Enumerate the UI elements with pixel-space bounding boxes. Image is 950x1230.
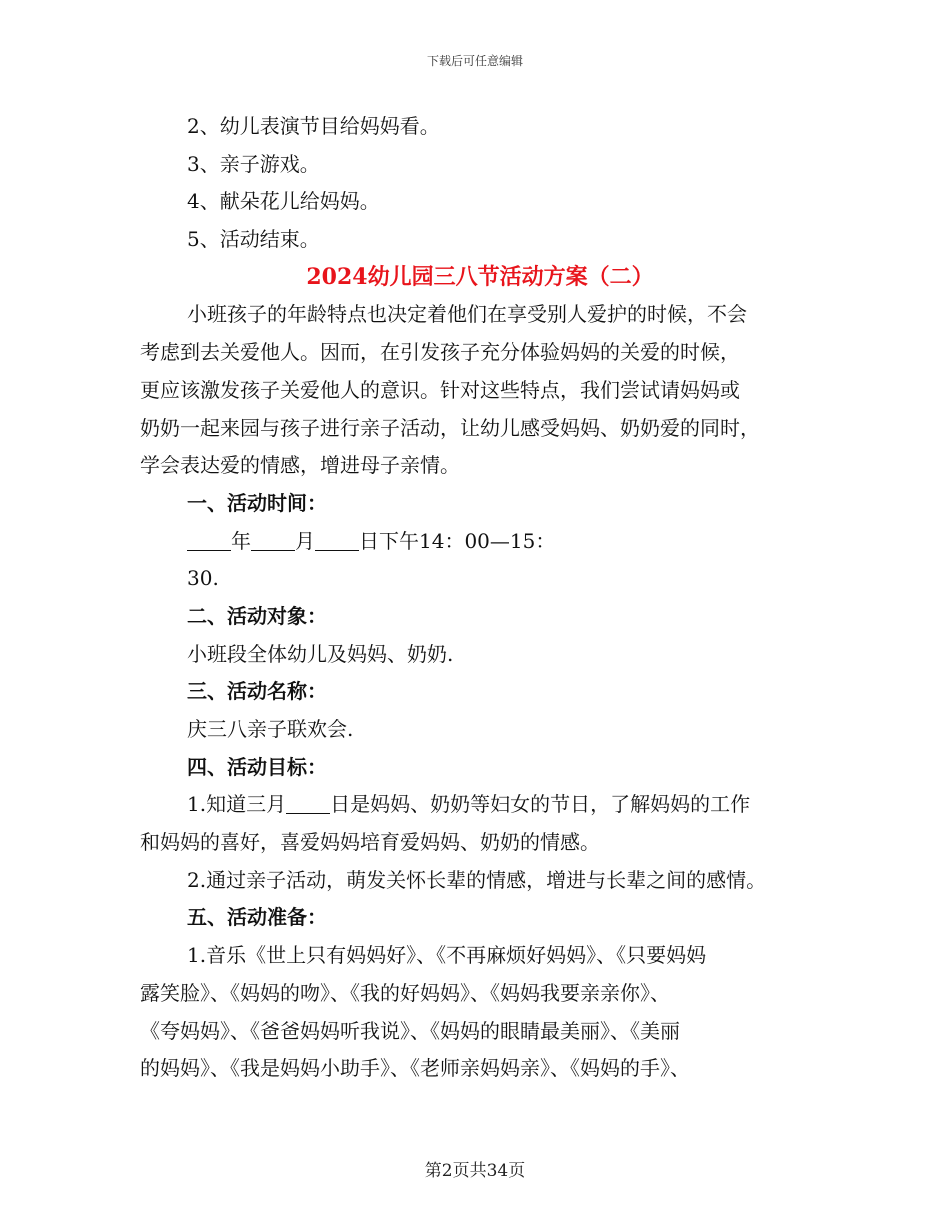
list-item: 2、幼儿表演节目给妈妈看。 [187,114,440,138]
blank-underline [315,530,359,551]
intro-paragraph-line: 学会表达爱的情感，增进母子亲情。 [140,453,460,478]
prep-line: 《夸妈妈》、《爸爸妈妈听我说》、《妈妈的眼睛最美丽》、《美丽 [140,1018,680,1043]
goal-1-cont: 和妈妈的喜好，喜爱妈妈培育爱妈妈、奶奶的情感。 [140,830,600,855]
blank-underline [187,530,231,551]
list-item: 3、亲子游戏。 [187,151,320,176]
prep-line: 的妈妈》、《我是妈妈小助手》、《老师亲妈妈亲》、《妈妈的手》、 [140,1056,690,1081]
intro-paragraph-line: 小班孩子的年龄特点也决定着他们在享受别人爱护的时候，不会 [187,302,747,327]
list-item: 5、活动结束。 [187,227,320,252]
heading-prep: 五、活动准备： [187,905,327,930]
name-text: 庆三八亲子联欢会. [187,717,354,741]
goal-2-line: 2.通过亲子活动，萌发关怀长辈的情感，增进与长辈之间的感情。 [187,867,767,892]
section-title: 2024幼儿园三八节活动方案（二） [306,263,654,290]
page-header: 下载后可任意编辑 [426,54,523,68]
goal-1-start: 1.知道三月 [187,792,287,817]
target-text: 小班段全体幼儿及妈妈、奶奶. [187,641,454,666]
heading-goals: 四、活动目标： [187,754,327,779]
blank-underline [286,793,330,814]
page-footer: 第2页共34页 [424,1161,526,1181]
heading-time: 一、活动时间： [187,490,327,515]
year-label: 年 [231,528,251,553]
day-time-label: 日下午14：00—15： [359,528,556,553]
month-label: 月 [295,528,315,553]
intro-paragraph-line: 考虑到去关爱他人。因而，在引发孩子充分体验妈妈的关爱的时候， [140,340,740,365]
document-body [140,108,820,1088]
prep-line: 露笑脸》、《妈妈的吻》、《我的好妈妈》、《妈妈我要亲亲你》、 [140,980,670,1005]
goal-1-rest: 日是妈妈、奶奶等妇女的节日，了解妈妈的工作 [330,792,751,817]
time-line-cont: 30. [187,566,219,591]
goal-1-line [140,786,820,824]
intro-paragraph-line: 更应该激发孩子关爱他人的意识。针对这些特点，我们尝试请妈妈或 [140,377,740,402]
blank-underline [251,530,295,551]
time-line [140,523,820,561]
prep-line: 1.音乐《世上只有妈妈好》、《不再麻烦好妈妈》、《只要妈妈 [187,943,707,968]
heading-target: 二、活动对象： [187,603,327,628]
list-item: 4、献朵花儿给妈妈。 [187,189,380,214]
heading-name: 三、活动名称： [187,679,327,704]
intro-paragraph-line: 奶奶一起来园与孩子进行亲子活动，让幼儿感受妈妈、奶奶爱的同时， [140,415,760,440]
